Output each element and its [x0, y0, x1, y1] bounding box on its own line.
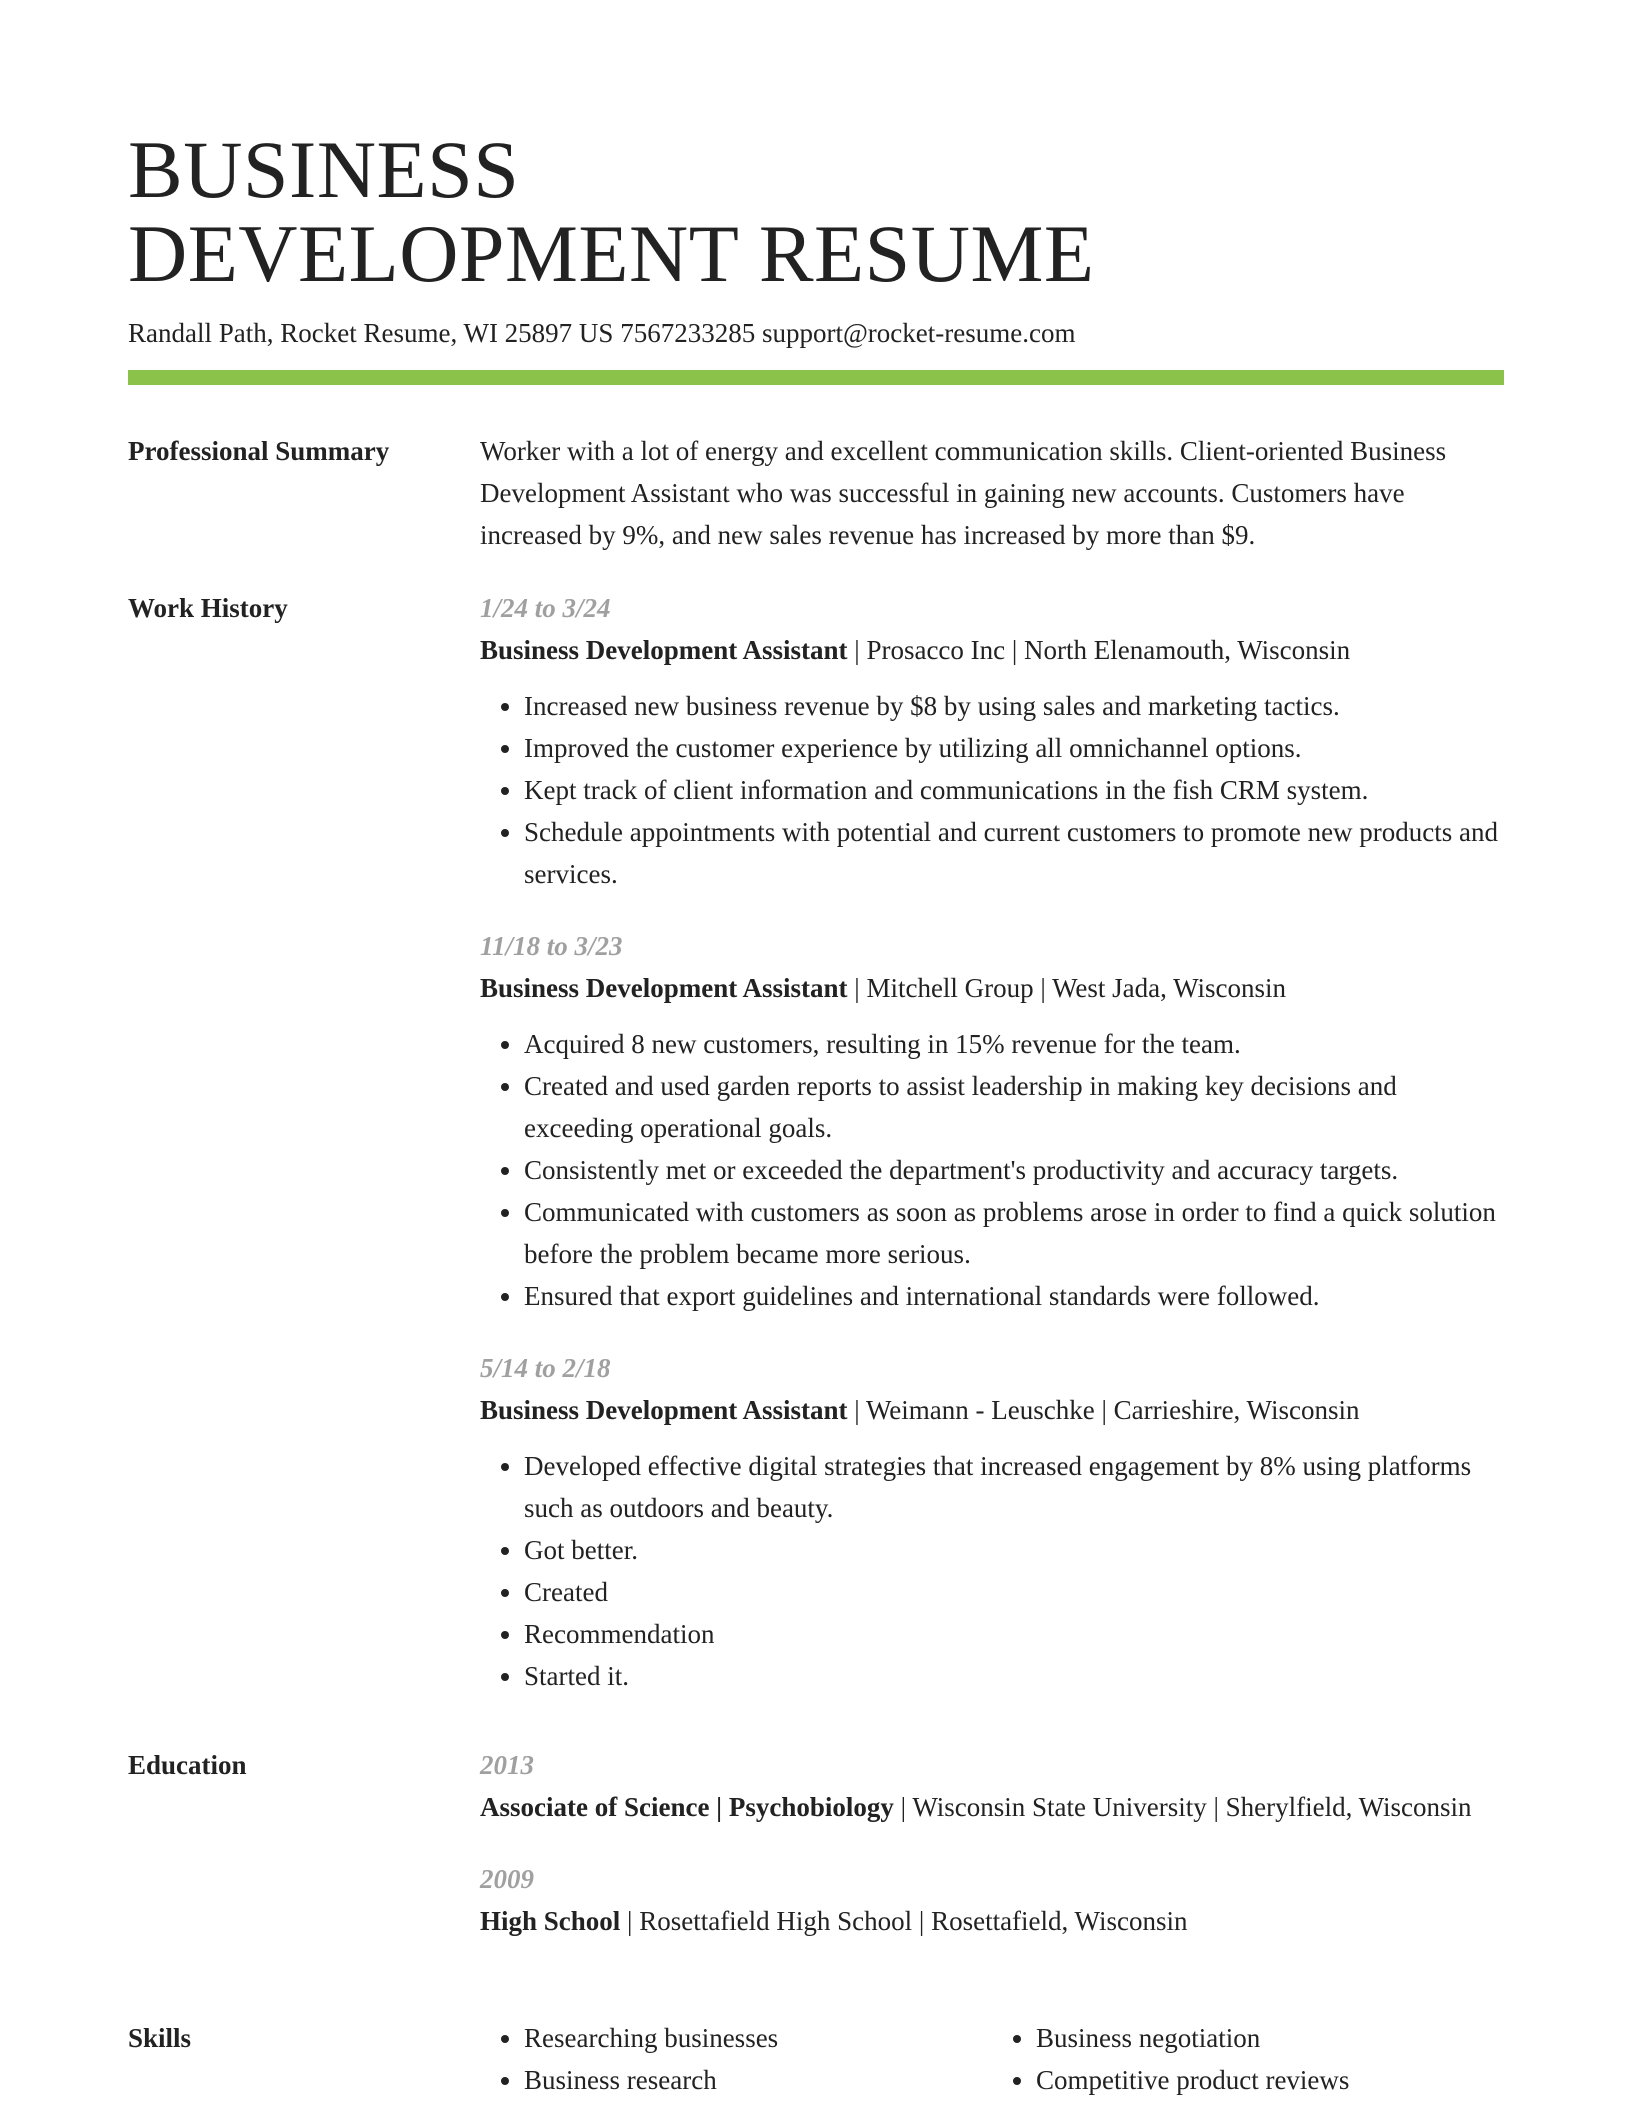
job-line [480, 629, 1504, 671]
job-bullet: • Ensured that export guidelines and international standards were followed. [524, 1275, 1504, 1317]
title-line-2: DEVELOPMENT RESUME [128, 208, 1095, 299]
skill-item: • Business negotiation [1036, 2017, 1504, 2059]
skills-column-2 [992, 2017, 1504, 2101]
summary-text: Worker with a lot of energy and excellent communication skills. Client-oriented Business Development Assistant who was successful in gaining new accounts. Customers have increased by 9%, and new sales revenue has increased by more than $9. [480, 436, 1447, 550]
education-body [480, 1744, 1504, 1972]
job-bullets [480, 1023, 1504, 1317]
job-details: | Weimann - Leuschke | Carrieshire, Wisconsin [847, 1395, 1360, 1425]
job-details: | Prosacco Inc | North Elenamouth, Wisconsin [847, 635, 1351, 665]
job-bullet: • Acquired 8 new customers, resulting in 15% revenue for the team. [524, 1023, 1504, 1065]
skill-item: • Competitive product reviews [1036, 2059, 1504, 2101]
job-bullet: • Consistently met or exceeded the department's productivity and accuracy targets. [524, 1149, 1504, 1191]
resume-title [128, 124, 1504, 299]
job-bullet: • Increased new business revenue by $8 by using sales and marketing tactics. [524, 685, 1504, 727]
education-degree: Associate of Science | Psychobiology [480, 1792, 894, 1822]
job-bullet: • Improved the customer experience by utilizing all omnichannel options. [524, 727, 1504, 769]
education-degree: High School [480, 1906, 621, 1936]
education-details: | Wisconsin State University | Sherylfield, Wisconsin [893, 1792, 1472, 1822]
job-entry [480, 925, 1504, 1317]
job-bullet: • Recommendation [524, 1613, 1504, 1655]
job-bullet: • Schedule appointments with potential and current customers to promote new products and services. [524, 811, 1504, 895]
work-history-label: Work History [128, 593, 288, 623]
job-date: 1/24 to 3/24 [480, 593, 611, 623]
education-line [480, 1786, 1504, 1828]
work-history-body [480, 587, 1504, 1727]
skills-body [480, 2017, 1504, 2101]
title-line-1: BUSINESS [128, 124, 520, 215]
skill-item: • Business research [524, 2059, 992, 2101]
job-entry [480, 1347, 1504, 1697]
summary-section [128, 430, 1504, 570]
skills-column-1 [480, 2017, 992, 2101]
job-bullet: • Communicated with customers as soon as problems arose in order to find a quick solution before the problem became more serious. [524, 1191, 1504, 1275]
job-date: 11/18 to 3/23 [480, 931, 623, 961]
job-bullets [480, 685, 1504, 895]
education-date: 2009 [480, 1864, 534, 1894]
job-entry [480, 587, 1504, 895]
job-bullet: • Started it. [524, 1655, 1504, 1697]
skill-item: • Researching businesses [524, 2017, 992, 2059]
job-details: | Mitchell Group | West Jada, Wisconsin [847, 973, 1287, 1003]
skills-label: Skills [128, 2023, 192, 2053]
education-line [480, 1900, 1504, 1942]
job-bullet: • Kept track of client information and communications in the fish CRM system. [524, 769, 1504, 811]
education-entry [480, 1858, 1504, 1942]
job-bullets [480, 1445, 1504, 1697]
summary-body [480, 430, 1504, 556]
job-bullet: • Developed effective digital strategies that increased engagement by 8% using platforms such as outdoors and beauty. [524, 1445, 1504, 1529]
summary-label: Professional Summary [128, 436, 390, 466]
job-title: Business Development Assistant [480, 973, 848, 1003]
education-details: | Rosettafield High School | Rosettafield, Wisconsin [620, 1906, 1188, 1936]
contact-info: Randall Path, Rocket Resume, WI 25897 US 7567233285 support@rocket-resume.com [128, 318, 1076, 348]
job-title: Business Development Assistant [480, 635, 848, 665]
job-bullet: • Got better. [524, 1529, 1504, 1571]
job-line [480, 1389, 1504, 1431]
job-line [480, 967, 1504, 1009]
header-divider [128, 370, 1504, 385]
resume-header [128, 124, 1504, 350]
skills-columns [480, 2017, 1504, 2101]
job-bullet: • Created and used garden reports to assist leadership in making key decisions and exceeding operational goals. [524, 1065, 1504, 1149]
job-date: 5/14 to 2/18 [480, 1353, 611, 1383]
job-title: Business Development Assistant [480, 1395, 848, 1425]
education-entry [480, 1744, 1504, 1828]
job-bullet: • Created [524, 1571, 1504, 1613]
education-label: Education [128, 1750, 247, 1780]
education-date: 2013 [480, 1750, 534, 1780]
